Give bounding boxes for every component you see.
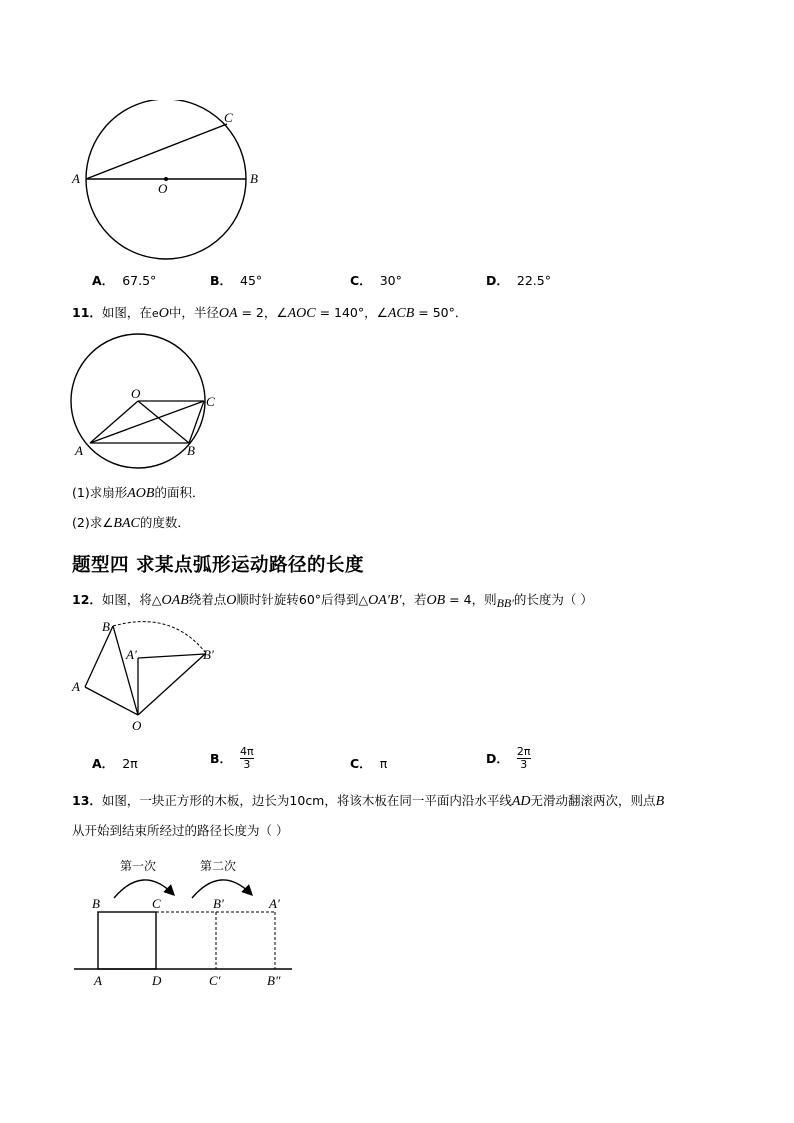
label-b: B (187, 443, 195, 458)
part-text: (1)求扇形 (72, 485, 128, 500)
label-a: A (94, 973, 102, 988)
math-o: O (226, 593, 237, 608)
option-key: A． (92, 756, 115, 771)
stem-text: = 4，则 (445, 592, 497, 607)
q12-option-b[interactable] (210, 746, 254, 771)
math-oab: OAB (161, 593, 189, 608)
label-a: A (72, 679, 80, 694)
math-o: O (158, 306, 169, 321)
part-text: (2)求∠ (72, 515, 114, 530)
stem-text: 如图，将△ (101, 592, 162, 607)
stem-text: 中，半径 (168, 305, 219, 320)
q10-option-b[interactable] (210, 273, 262, 289)
label-o: O (132, 718, 142, 733)
label-c: C (206, 394, 215, 409)
math-acb: ACB (387, 306, 415, 321)
q11-part-1 (72, 485, 204, 502)
label-c-prime: C′ (209, 973, 221, 988)
label-b-double-prime: B″ (267, 973, 281, 988)
segment-ob-prime (138, 654, 205, 715)
question-number: 12． (72, 592, 102, 607)
stem-text: 如图，一块正方形的木板，边长为10cm，将该木板在同一平面内沿水平线 (101, 793, 512, 808)
label-o: O (158, 181, 168, 196)
chord-ac (86, 124, 227, 179)
option-key: A． (92, 273, 115, 288)
label-b: B (102, 619, 110, 634)
segment-oa (85, 687, 138, 715)
denominator: 3 (243, 758, 251, 771)
arrow-first (114, 880, 173, 898)
q12-option-c[interactable] (350, 756, 387, 772)
q12-stem (72, 592, 593, 609)
option-key: D． (486, 273, 509, 288)
segment-ac (90, 401, 204, 443)
stem-text: 从开始到结束所经过的路径长度为（ ） (72, 823, 289, 838)
label-a-prime: A′ (126, 647, 137, 662)
label-a-prime: A′ (269, 896, 280, 911)
option-key: C． (350, 756, 372, 771)
circle-symbol: e (151, 307, 159, 320)
figure-q12 (66, 615, 236, 735)
numerator: 2π (516, 745, 531, 758)
numerator: 4π (240, 745, 254, 758)
math-oa: OA (218, 306, 238, 321)
label-b: B (92, 896, 100, 911)
label-a: A (75, 443, 83, 458)
math-arc-bb: BB′ (496, 596, 514, 610)
q13-stem-line-2 (72, 823, 288, 839)
part-text: 的度数． (139, 515, 190, 530)
label-c: C (224, 110, 233, 125)
math-b: B (655, 794, 665, 809)
q10-option-a[interactable] (92, 273, 156, 289)
q12-option-a[interactable] (92, 756, 138, 772)
fraction (517, 746, 531, 771)
label-first: 第一次 (120, 859, 157, 873)
option-value: π (379, 756, 388, 771)
figure-q13 (70, 850, 300, 990)
label-b: B (250, 171, 258, 186)
square-board (98, 912, 156, 969)
math-aoc: AOC (287, 306, 316, 321)
stem-text: 无滑动翻滚两次，则点 (530, 793, 656, 808)
fraction (240, 746, 254, 771)
figure-q10 (70, 100, 270, 265)
option-value: 30° (379, 273, 402, 288)
question-number: 11． (72, 305, 102, 320)
stem-text: ，若 (401, 592, 427, 607)
stem-text: = 50°． (414, 305, 468, 320)
stem-text: 如图，在 (101, 305, 152, 320)
math-ad: AD (511, 794, 531, 809)
option-value: 22.5° (516, 273, 551, 288)
q11-part-2 (72, 515, 190, 532)
math-bac: BAC (113, 516, 140, 531)
segment-ob (113, 626, 138, 715)
label-a: A (72, 171, 80, 186)
segment-ab (85, 626, 113, 687)
option-key: B． (210, 273, 233, 288)
segment-oa (90, 401, 138, 443)
q10-option-c[interactable] (350, 273, 402, 289)
stem-text: = 140°，∠ (315, 305, 388, 320)
stem-text: 绕着点 (188, 592, 227, 607)
option-key: C． (350, 273, 372, 288)
option-value: 45° (240, 273, 263, 288)
denominator: 3 (520, 758, 528, 771)
segment-a-prime-b-prime (138, 654, 205, 658)
option-key: B． (210, 750, 233, 766)
math-ob: OB (426, 593, 446, 608)
figure-q11 (62, 330, 232, 470)
q10-option-d[interactable] (486, 273, 551, 289)
label-o: O (131, 386, 141, 401)
q12-option-d[interactable] (486, 746, 531, 771)
math-oab-prime: OA′B′ (368, 593, 402, 608)
option-value: 67.5° (122, 273, 157, 288)
q11-stem (72, 305, 467, 322)
label-b-prime: B′ (203, 647, 214, 662)
math-aob: AOB (127, 486, 155, 501)
option-key: D． (486, 750, 509, 766)
part-text: 的面积． (154, 485, 205, 500)
label-c: C (152, 896, 161, 911)
option-value: 2π (122, 756, 138, 771)
stem-text: = 2，∠ (237, 305, 288, 320)
question-number: 13． (72, 793, 102, 808)
label-second: 第二次 (200, 859, 237, 873)
label-d: D (152, 973, 162, 988)
section-heading: 题型四 求某点弧形运动路径的长度 (72, 555, 364, 576)
stem-text: 顺时针旋转60°后得到△ (236, 592, 369, 607)
stem-text: 的长度为（ ） (513, 592, 593, 607)
label-b-prime: B′ (213, 896, 224, 911)
q13-stem-line-1 (72, 793, 664, 810)
